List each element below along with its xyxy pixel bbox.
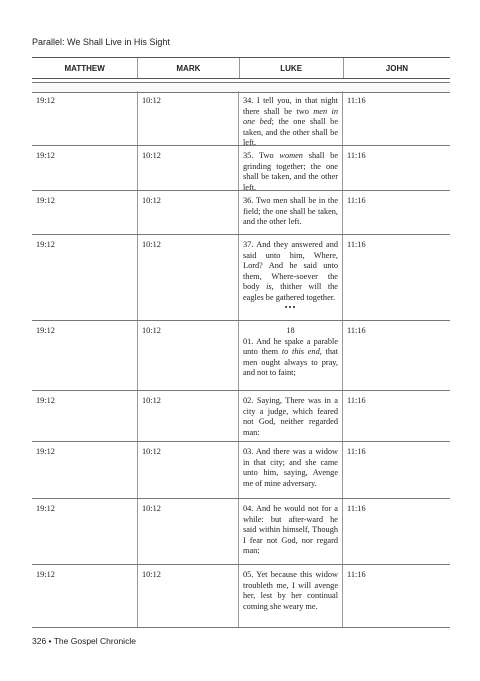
luke-cell xyxy=(239,191,343,234)
column-header-matthew: MATTHEW xyxy=(32,58,138,78)
luke-cell xyxy=(239,321,343,390)
mark-ref: 10:12 xyxy=(138,499,239,564)
section-separator: ••• xyxy=(284,302,297,312)
table-row xyxy=(32,499,450,565)
table-row xyxy=(32,235,450,321)
luke-verse: 01. And he spake a parable unto them to this end, that men ought always to pray, and not to faint; xyxy=(243,336,338,378)
luke-verse: 04. And he would not for a while: but after-ward he said within himself, Though I fear not God, nor regard man; xyxy=(243,504,338,556)
column-header-john: JOHN xyxy=(385,63,408,73)
john-ref: 11:16 xyxy=(347,240,366,249)
luke-verse: 02. Saying, There was in a city a judge, which feared not God, neither regarded man: xyxy=(243,396,338,437)
table-body xyxy=(32,91,450,628)
mark-ref: 10:12 xyxy=(138,146,239,190)
matthew-ref: 19:12 xyxy=(32,91,138,145)
matthew-ref: 19:12 xyxy=(32,235,138,320)
luke-verse: 37. And they answered and said unto him, Where, Lord? And he said unto them, Where-soever the body is, thither will the eagles be gathered together. xyxy=(243,240,338,302)
matthew-ref: 19:12 xyxy=(32,191,138,234)
luke-cell xyxy=(239,565,343,627)
matthew-ref: 19:12 xyxy=(32,499,138,564)
luke-verse: 35. Two women shall be grinding together; the one shall be taken, and the other left. xyxy=(243,151,339,192)
mark-ref: 10:12 xyxy=(138,565,239,627)
john-ref: 11:16 xyxy=(347,326,366,335)
mark-ref: 10:12 xyxy=(138,91,239,145)
luke-cell xyxy=(239,391,343,441)
table-row xyxy=(32,146,450,191)
matthew-ref: 19:12 xyxy=(32,146,138,190)
table-row xyxy=(32,565,450,628)
mark-ref: 10:12 xyxy=(138,321,239,390)
john-ref: 11:16 xyxy=(347,570,366,579)
mark-ref: 10:12 xyxy=(138,391,239,441)
mark-ref: 10:12 xyxy=(138,191,239,234)
luke-cell xyxy=(239,146,343,190)
page-footer: 326 • The Gospel Chronicle xyxy=(32,636,136,646)
mark-ref: 10:12 xyxy=(138,235,239,320)
table-row xyxy=(32,321,450,391)
page-header: Parallel: We Shall Live in His Sight xyxy=(32,37,170,47)
john-ref: 11:16 xyxy=(347,96,366,105)
column-header-mark: MARK xyxy=(138,58,239,78)
luke-verse: 03. And there was a widow in that city; and she came unto him, saying, Avenge me of mine adversary. xyxy=(243,447,338,488)
john-ref: 11:16 xyxy=(347,447,366,456)
luke-verse: 05. Yet because this widow troubleth me, I will avenge her, lest by her continual coming she weary me. xyxy=(243,570,338,611)
luke-verse: 36. Two men shall be in the field; the one shall be taken, and the other left. xyxy=(243,196,338,227)
john-ref: 11:16 xyxy=(347,504,366,513)
matthew-ref: 19:12 xyxy=(32,391,138,441)
john-ref: 11:16 xyxy=(347,151,366,160)
table-header xyxy=(32,57,450,79)
chapter-number: 18 xyxy=(286,326,295,335)
luke-cell xyxy=(239,91,343,148)
matthew-ref: 19:12 xyxy=(32,442,138,498)
mark-ref: 10:12 xyxy=(138,442,239,498)
table-row xyxy=(32,391,450,442)
luke-verse: 34. I tell you, in that night there shall be two men in one bed; the one shall be taken, and the other shall be left. xyxy=(243,96,338,148)
matthew-ref: 19:12 xyxy=(32,565,138,627)
john-ref: 11:16 xyxy=(347,196,366,205)
matthew-ref: 19:12 xyxy=(32,321,138,390)
column-header-luke: LUKE xyxy=(240,58,344,78)
table-row xyxy=(32,191,450,235)
table-row xyxy=(32,442,450,499)
luke-cell xyxy=(239,442,343,498)
luke-cell xyxy=(239,499,343,564)
luke-cell xyxy=(239,235,343,320)
table-row xyxy=(32,91,450,146)
john-ref: 11:16 xyxy=(347,396,366,405)
